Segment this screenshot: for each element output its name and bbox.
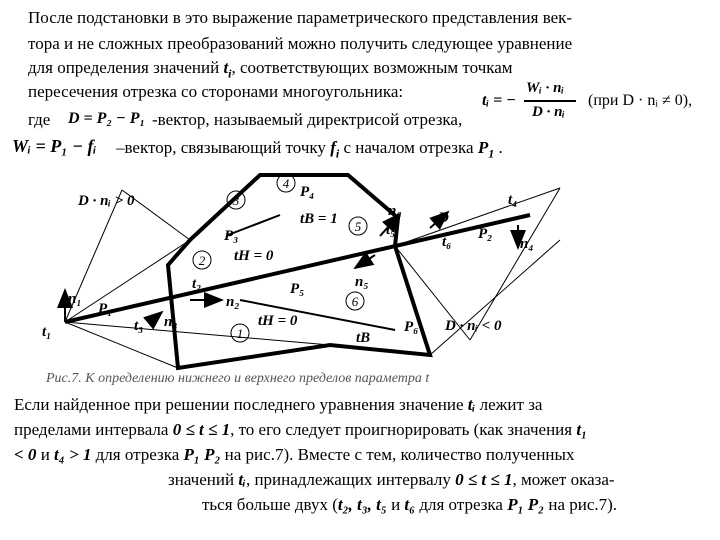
label-t6: t₆ <box>442 234 452 250</box>
figure-7-diagram <box>0 160 720 395</box>
label-p2: P₂ <box>478 226 493 242</box>
circle-label: 2 <box>198 253 206 268</box>
label-tb-1: tB = 1 <box>300 211 338 227</box>
text-fragment: с началом отрезка <box>339 138 478 157</box>
ti-numerator: Wᵢ · nᵢ <box>526 80 565 96</box>
label-th-0-upper: tH = 0 <box>234 248 274 264</box>
label-n1: n₁ <box>68 291 82 307</box>
label-tb-lower: tB <box>356 330 371 346</box>
text-fragment: лежит за <box>475 395 543 414</box>
d-equation: D = P₂ − P₁ <box>68 110 146 127</box>
text-fragment: на рис.7). <box>544 495 618 514</box>
text-line: пересечения отрезка со сторонами многоугольника: <box>28 82 404 101</box>
label-t3: t₃ <box>134 318 144 334</box>
label-t2: t₂ <box>192 276 202 292</box>
math-symbol: t <box>223 58 229 77</box>
text-fragment: , то его следует проигнорировать (как значения <box>230 420 577 439</box>
math-symbol: t₄ > 1 <box>54 445 92 464</box>
ti-denominator: D · nᵢ <box>532 104 565 120</box>
text-fragment: , соответствующих возможным точкам <box>231 58 513 77</box>
math-symbol: < 0 <box>14 445 37 464</box>
w-equation: Wᵢ = P₁ − fᵢ <box>12 136 97 156</box>
label-n6: n₆ <box>388 203 402 219</box>
circle-label: 3 <box>232 193 240 208</box>
text-fragment: пределами интервала <box>14 420 173 439</box>
text-fragment: на рис.7). Вместе с тем, количество полученных <box>220 445 575 464</box>
text-fragment: для отрезка <box>91 445 184 464</box>
figure-caption: Рис.7. К определению нижнего и верхнего пределов параметра t <box>46 371 430 386</box>
label-t4: t₄ <box>508 192 518 208</box>
text-fragment: Если найденное при решении последнего уравнения значение <box>14 395 468 414</box>
text-line <box>28 110 50 130</box>
math-symbol: t₂, t₃, t₅ <box>337 495 387 514</box>
ti-equation-left: tᵢ = − <box>482 92 516 109</box>
math-symbol: 0 ≤ t ≤ 1 <box>172 420 231 439</box>
math-symbol: P₁ P₂ <box>507 495 545 514</box>
label-d: D <box>438 210 449 226</box>
label-d-n-positive: D · nᵢ > 0 <box>78 193 135 209</box>
math-symbol: t₁ <box>576 420 588 439</box>
text-fragment: и <box>36 445 55 464</box>
circle-label: 6 <box>351 294 359 309</box>
math-symbol: tᵢ <box>238 470 246 489</box>
text-fragment: , принадлежащих интервалу <box>245 470 456 489</box>
text-line <box>28 58 513 83</box>
text-fragment: где <box>28 110 51 129</box>
label-n2: n₂ <box>226 294 240 310</box>
label-n3: n₃ <box>164 314 178 330</box>
math-subscript: 1 <box>488 146 495 161</box>
math-subscript: i <box>335 146 340 161</box>
circle-label: 5 <box>354 219 362 234</box>
label-n5: n₅ <box>355 274 369 290</box>
text-line <box>202 495 617 515</box>
label-p4: P₄ <box>300 184 315 200</box>
text-fragment: ться больше двух ( <box>202 495 338 514</box>
label-p5: P₅ <box>290 281 305 297</box>
text-line <box>168 470 615 490</box>
normal-n5-arrow <box>355 255 375 268</box>
label-t5: t₅ <box>386 222 396 238</box>
text-fragment: . <box>494 138 503 157</box>
label-t1: t₁ <box>42 324 52 340</box>
fraction-bar <box>524 100 576 102</box>
text-line: тора и не сложных преобразований можно получить следующее уравнение <box>28 34 573 53</box>
circle-label: 4 <box>282 176 290 191</box>
math-subscript: i <box>228 66 232 81</box>
label-n4: n₄ <box>520 236 534 252</box>
label-th-0-lower: tH = 0 <box>258 313 298 329</box>
label-p3: P₃ <box>224 228 239 244</box>
math-symbol: P₁ P₂ <box>183 445 221 464</box>
text-line <box>14 445 574 465</box>
text-fragment: для определения значений <box>28 58 224 77</box>
text-fragment: значений <box>168 470 239 489</box>
text-fragment: , может оказа- <box>512 470 615 489</box>
text-fragment: –вектор, связывающий точку <box>116 138 331 157</box>
text-fragment: для отрезка <box>415 495 508 514</box>
math-symbol: P <box>477 138 489 157</box>
math-symbol: tᵢ <box>467 395 476 414</box>
text-line: После подстановки в это выражение параметрического представления век- <box>28 8 573 27</box>
segment-p1-p2 <box>65 215 530 322</box>
text-line <box>14 420 587 440</box>
math-symbol: 0 ≤ t ≤ 1 <box>455 470 513 489</box>
normal-n3-arrow <box>150 312 162 322</box>
ti-condition: (при D · nᵢ ≠ 0), <box>588 92 693 109</box>
circle-label: 1 <box>236 326 244 341</box>
math-symbol: f <box>330 138 336 157</box>
math-symbol: t₆ <box>404 495 416 514</box>
text-fragment: и <box>386 495 405 514</box>
text-line: -вектор, называемый директрисой отрезка, <box>152 110 463 129</box>
label-p1: P₁ <box>98 301 113 317</box>
text-line <box>14 395 542 415</box>
label-p6: P₆ <box>404 319 419 335</box>
label-d-n-negative: D · nᵢ < 0 <box>445 318 502 334</box>
